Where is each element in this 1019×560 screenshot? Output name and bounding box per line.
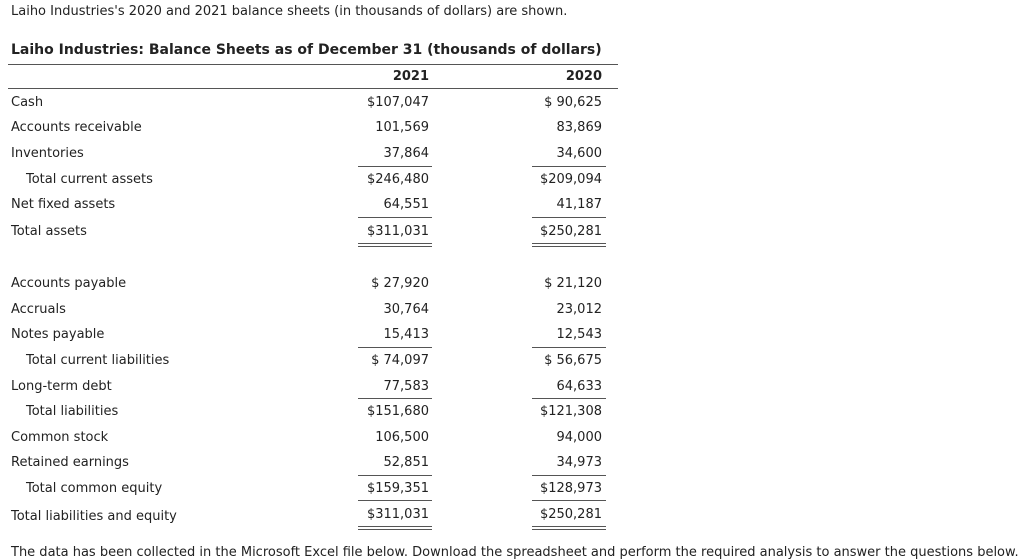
cell-long-term-debt-2021: 77,583 — [383, 379, 429, 394]
underline-net-fixed-assets-2021 — [358, 217, 432, 218]
underline-notes-payable-2020 — [532, 347, 606, 348]
row-label-net-fixed-assets: Net fixed assets — [11, 197, 116, 212]
underline-retained-earnings-2021 — [358, 475, 432, 476]
cell-common-stock-2020: 94,000 — [556, 430, 602, 445]
cell-common-stock-2021: 106,500 — [375, 430, 429, 445]
cell-accounts-receivable-2020: 83,869 — [556, 120, 602, 135]
cell-net-fixed-assets-2021: 64,551 — [383, 197, 429, 212]
header-rule-bottom — [8, 88, 618, 89]
underline-inventories-2020 — [532, 166, 606, 167]
row-label-inventories: Inventories — [11, 146, 84, 161]
cell-total-current-assets-2021: $246,480 — [366, 172, 429, 187]
cell-total-liabilities-and-equity-2020: $250,281 — [539, 507, 602, 522]
cell-total-liabilities-and-equity-2021: $311,031 — [366, 507, 429, 522]
cell-retained-earnings-2021: 52,851 — [383, 455, 429, 470]
row-label-common-stock: Common stock — [11, 430, 109, 445]
cell-notes-payable-2020: 12,543 — [556, 327, 602, 342]
row-label-accounts-receivable: Accounts receivable — [11, 120, 142, 135]
row-label-notes-payable: Notes payable — [11, 327, 105, 342]
cell-accounts-payable-2020: $ 21,120 — [544, 276, 602, 291]
intro-text: Laiho Industries's 2020 and 2021 balance sheets (in thousands of dollars) are shown. — [11, 4, 568, 19]
underline-total-common-equity-2020 — [532, 500, 606, 501]
cell-total-assets-2020: $250,281 — [539, 224, 602, 239]
underline-long-term-debt-2021 — [358, 398, 432, 399]
cell-total-common-equity-2020: $128,973 — [539, 481, 602, 496]
cell-total-liabilities-2020: $121,308 — [539, 404, 602, 419]
double-underline-total-assets-2021 — [358, 243, 432, 247]
cell-cash-2021: $107,047 — [366, 95, 429, 110]
double-underline-total-liabilities-and-equity-2021 — [358, 526, 432, 530]
cell-notes-payable-2021: 15,413 — [383, 327, 429, 342]
cell-long-term-debt-2020: 64,633 — [556, 379, 602, 394]
column-header-2020: 2020 — [565, 69, 602, 84]
cell-cash-2020: $ 90,625 — [544, 95, 602, 110]
row-label-total-liabilities: Total liabilities — [26, 404, 119, 419]
double-underline-total-assets-2020 — [532, 243, 606, 247]
underline-notes-payable-2021 — [358, 347, 432, 348]
header-rule-top — [8, 64, 618, 65]
row-label-cash: Cash — [11, 95, 44, 110]
underline-inventories-2021 — [358, 166, 432, 167]
row-label-long-term-debt: Long-term debt — [11, 379, 112, 394]
footer-instructions-text: The data has been collected in the Microsoft Excel file below. Download the spreadsheet and perform the required analysis to answer the questions below. — [11, 545, 1019, 560]
cell-total-current-liabilities-2021: $ 74,097 — [371, 353, 429, 368]
row-label-total-assets: Total assets — [11, 224, 87, 239]
cell-accruals-2021: 30,764 — [383, 302, 429, 317]
underline-net-fixed-assets-2020 — [532, 217, 606, 218]
row-label-retained-earnings: Retained earnings — [11, 455, 129, 470]
row-label-accounts-payable: Accounts payable — [11, 276, 127, 291]
cell-total-current-liabilities-2020: $ 56,675 — [544, 353, 602, 368]
cell-accruals-2020: 23,012 — [556, 302, 602, 317]
cell-total-liabilities-2021: $151,680 — [366, 404, 429, 419]
cell-inventories-2020: 34,600 — [556, 146, 602, 161]
cell-total-current-assets-2020: $209,094 — [539, 172, 602, 187]
underline-total-common-equity-2021 — [358, 500, 432, 501]
table-title: Laiho Industries: Balance Sheets as of December 31 (thousands of dollars) — [11, 42, 602, 58]
underline-long-term-debt-2020 — [532, 398, 606, 399]
row-label-total-common-equity: Total common equity — [26, 481, 163, 496]
cell-inventories-2021: 37,864 — [383, 146, 429, 161]
row-label-total-liabilities-and-equity: Total liabilities and equity — [11, 509, 177, 524]
cell-accounts-receivable-2021: 101,569 — [375, 120, 429, 135]
row-label-total-current-liabilities: Total current liabilities — [26, 353, 170, 368]
underline-retained-earnings-2020 — [532, 475, 606, 476]
cell-accounts-payable-2021: $ 27,920 — [371, 276, 429, 291]
cell-total-assets-2021: $311,031 — [366, 224, 429, 239]
double-underline-total-liabilities-and-equity-2020 — [532, 526, 606, 530]
cell-retained-earnings-2020: 34,973 — [556, 455, 602, 470]
cell-net-fixed-assets-2020: 41,187 — [556, 197, 602, 212]
row-label-total-current-assets: Total current assets — [26, 172, 153, 187]
column-header-2021: 2021 — [392, 69, 429, 84]
row-label-accruals: Accruals — [11, 302, 66, 317]
cell-total-common-equity-2021: $159,351 — [366, 481, 429, 496]
